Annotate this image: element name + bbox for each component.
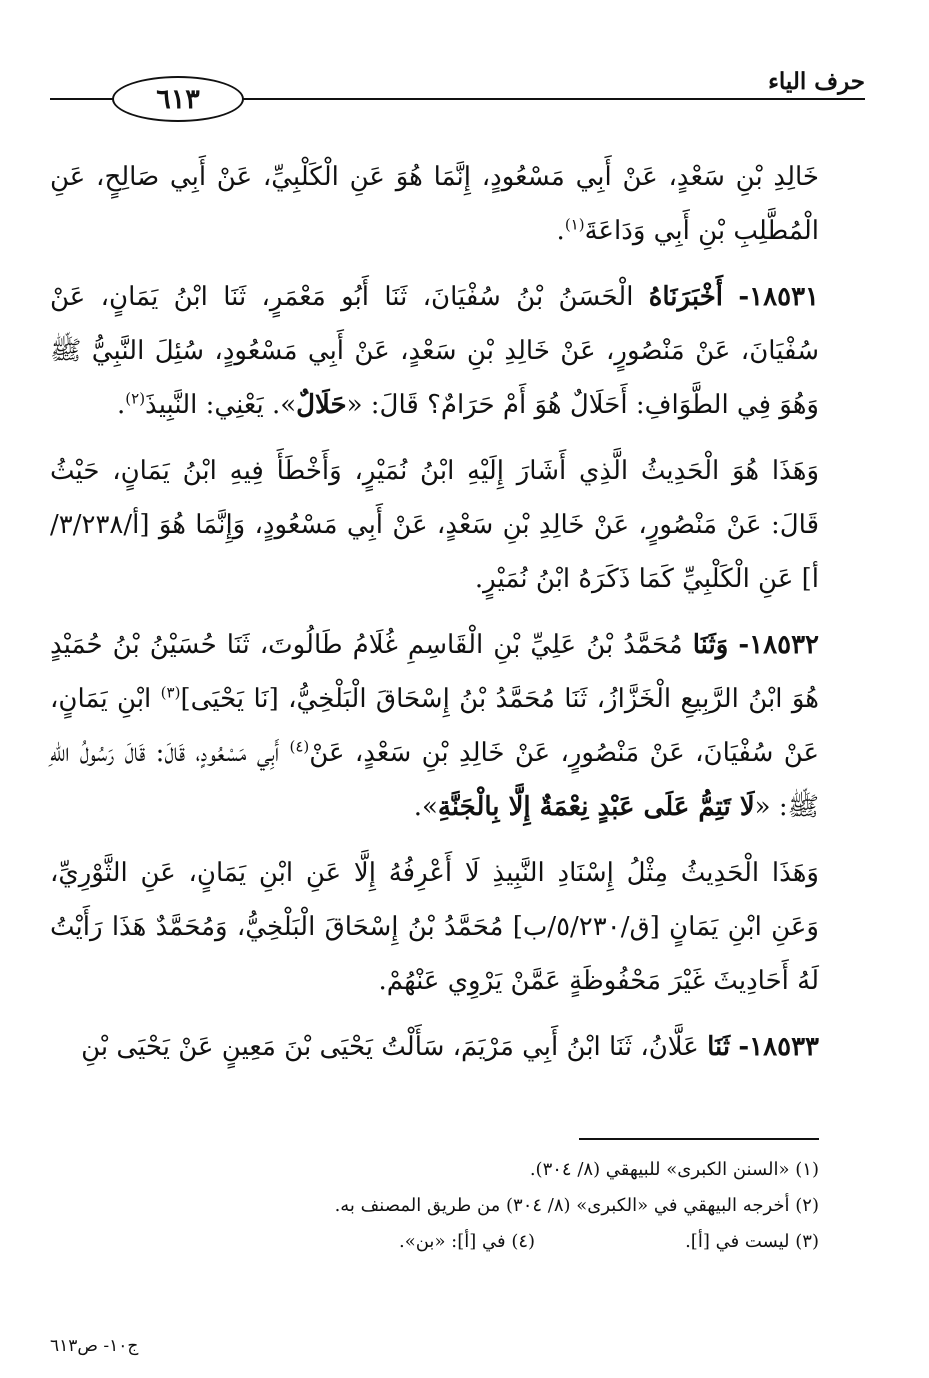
hadith-number: ١٨٥٣٢- [738,630,819,660]
footnote-4: (٤) في [أ]: «بن». [399,1231,536,1252]
hadith-paragraph [50,270,819,432]
paragraph-text-2: ». يَعْنِي: النَّبِيذَ [145,390,297,420]
main-text [50,150,819,1086]
hadith-number: ١٨٥٣١- [738,282,819,312]
hadith-paragraph [50,618,819,834]
paragraph-text: عَلَّانُ، ثَنَا ابْنُ أَبِي مَرْيَمَ، سَأَلْتُ يَحْيَى بْنَ مَعِينٍ عَنْ يَحْيَى بْنِ [81,1032,699,1062]
page-number: ٦١٣ [112,76,244,122]
footnote-1: (١) «السنن الكبرى» للبيهقي (٨/ ٣٠٤). [529,1159,819,1180]
footnote-ref: (٣) [160,683,181,702]
hadith-lead: أَخْبَرَنَاهُ [648,282,724,312]
footnote-row [60,1224,819,1260]
hadith-lead: ثَنَا [707,1032,731,1062]
paragraph-text-2: ابْنِ يَمَانٍ، عَنْ سُفْيَانَ، عَنْ مَنْصُورٍ، عَنْ خَالِدِ بْنِ سَعْدٍ، عَنْ [50,684,819,768]
paragraph-text: الْحَسَنُ بْنُ سُفْيَانَ، ثَنَا أَبُو مَعْمَرٍ، ثَنَا ابْنُ يَمَانٍ، عَنْ سُفْيَانَ، عَنْ مَنْصُورٍ، عَنْ خَالِدِ بْنِ سَعْدٍ، عَنْ أَبِي مَسْعُودٍ، سُئِلَ النَّبِيُّ ﷺ وَهُوَ فِي الطَّوَافِ: أَحَلَالٌ هُوَ أَمْ حَرَامٌ؟ قَالَ: « [50,282,819,420]
footnote-ref: (١) [564,215,585,234]
hadith-quote: حَلَالٌ [296,390,347,420]
paragraph-text: مُحَمَّدُ بْنُ عَلِيِّ بْنِ الْقَاسِمِ غُلَامُ طَالُوتَ، ثَنَا حُسَيْنُ بْنُ حُمَيْدٍ هُوَ ابْنُ الرَّبِيعِ الْخَزَّازُ، ثَنَا مُحَمَّدُ بْنُ إِسْحَاقَ الْبَلْخِيُّ، [نَا يَحْيَى] [50,630,819,714]
hadith-lead: وَثَنَا [692,630,729,660]
footnote-rule [579,1138,819,1140]
footnote-3: (٣) ليست في [أ]. [685,1231,819,1252]
footnote-ref: (٢) [125,389,146,408]
footnotes [60,1152,819,1260]
paragraph-text: وَهَذَا هُوَ الْحَدِيثُ الَّذِي أَشَارَ إِلَيْهِ ابْنُ نُمَيْرٍ، وَأَخْطَأَ فِيهِ ابْنُ يَمَانٍ، حَيْثُ قَالَ: عَنْ مَنْصُورٍ، عَنْ خَالِدِ بْنِ سَعْدٍ، عَنْ أَبِي مَسْعُودٍ، وَإِنَّمَا هُوَ [أ/٣/٢٣٨/أ] عَنِ الْكَلْبِيِّ كَمَا ذَكَرَهُ ابْنُ نُمَيْرٍ. [50,456,819,594]
paragraph-tail: ». [413,792,438,822]
paragraph-text: وَهَذَا الْحَدِيثُ مِثْلُ إِسْنَادِ النَّبِيذِ لَا أَعْرِفُهُ إِلَّا عَنِ ابْنِ يَمَانٍ، عَنِ الثَّوْرِيِّ، وَعَنِ ابْنِ يَمَانٍ [ق/٥/٢٣٠/ب] مُحَمَّدُ بْنُ إِسْحَاقَ الْبَلْخِيُّ، وَمُحَمَّدٌ هَذَا رَأَيْتُ لَهُ أَحَادِيثَ غَيْرَ مَحْفُوظَةٍ عَمَّنْ يَرْوِي عَنْهُمْ. [50,858,819,996]
footnote-2: (٢) أخرجه البيهقي في «الكبرى» (٨/ ٣٠٤) من طريق المصنف به. [334,1195,819,1216]
paragraph-tail: . [117,390,126,420]
volume-page-reference: ج١٠- ص٦١٣ [50,1336,139,1356]
paragraph [50,444,819,606]
footnote-ref: (٤) [289,737,310,756]
page-header [50,62,865,115]
paragraph-text-3: أَبِي مَسْعُودٍ، قَالَ: قَالَ رَسُولُ اللهِ ﷺ: « [50,738,819,822]
paragraph [50,846,819,1008]
chapter-title: حرف الياء [768,68,865,95]
paragraph-tail: . [556,216,565,246]
hadith-paragraph [50,1020,819,1074]
hadith-quote: لَا تَتِمُّ عَلَى عَبْدٍ نِعْمَةٌ إِلَّا بِالْجَنَّةِ [437,792,755,822]
paragraph [50,150,819,258]
hadith-number: ١٨٥٣٣- [738,1032,819,1062]
paragraph-text: خَالِدِ بْنِ سَعْدٍ، عَنْ أَبِي مَسْعُودٍ، إِنَّمَا هُوَ عَنِ الْكَلْبِيِّ، عَنْ أَبِي صَالِحٍ، عَنِ الْمُطَّلِبِ بْنِ أَبِي وَدَاعَةَ [50,162,819,246]
